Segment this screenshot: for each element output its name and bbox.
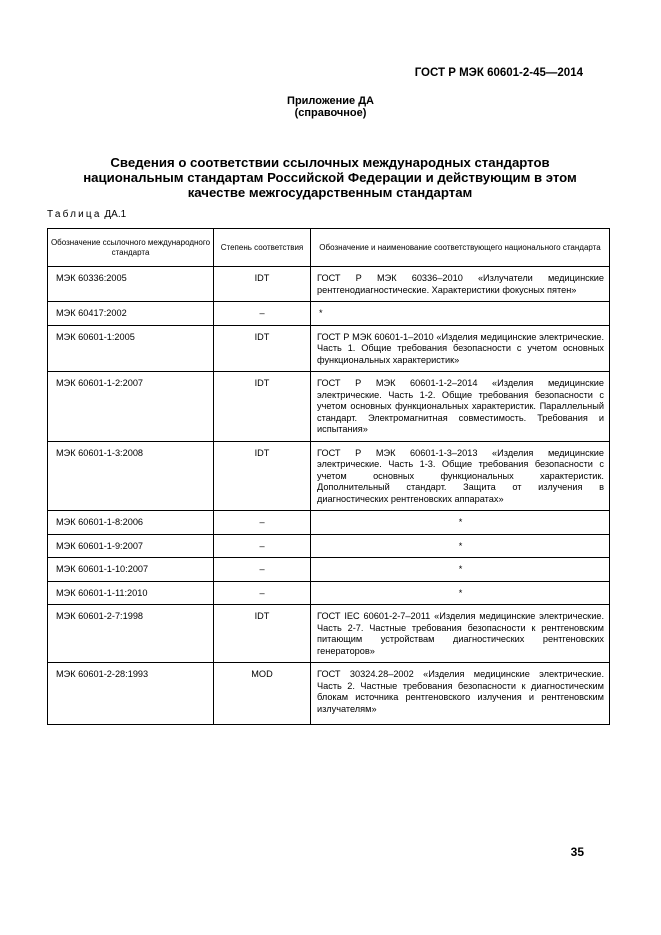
- degree-cell: IDT: [214, 372, 311, 442]
- degree-cell: IDT: [214, 605, 311, 663]
- reference-cell: МЭК 60601-1-8:2006: [48, 511, 214, 535]
- national-cell: *: [311, 581, 610, 605]
- section-title-line: Сведения о соответствии ссылочных международных стандартов: [110, 155, 550, 170]
- table-row: [48, 372, 610, 442]
- national-cell: *: [311, 302, 610, 326]
- table-row: [48, 581, 610, 605]
- appendix-heading: [0, 95, 661, 119]
- national-cell: ГОСТ Р МЭК 60601-1-3–2013 «Изделия медицинские электрические. Часть 1-3. Общие требования безопасности с учетом основных функциональных характеристик. Дополнительный стандарт. Защита от излучения в диагностических рентгеновских аппаратах»: [311, 441, 610, 511]
- national-cell: ГОСТ Р МЭК 60336–2010 «Излучатели медицинские рентгенодиагностические. Характеристики фокусных пятен»: [311, 267, 610, 302]
- table-header-row: [48, 229, 610, 267]
- national-cell: ГОСТ Р МЭК 60601-1–2010 «Изделия медицинские электрические. Часть 1. Общие требования безопасности с учетом основных функциональных характеристик»: [311, 325, 610, 372]
- degree-cell: IDT: [214, 325, 311, 372]
- table-row: [48, 325, 610, 372]
- section-title: [50, 155, 610, 200]
- appendix-title: Приложение ДА: [287, 95, 374, 107]
- table-row: [48, 302, 610, 326]
- table-row: [48, 605, 610, 663]
- table-row: [48, 267, 610, 302]
- reference-cell: МЭК 60417:2002: [48, 302, 214, 326]
- degree-cell: –: [214, 534, 311, 558]
- degree-cell: –: [214, 558, 311, 582]
- reference-cell: МЭК 60601-1-3:2008: [48, 441, 214, 511]
- table-caption: [47, 209, 126, 220]
- reference-cell: МЭК 60601-1-2:2007: [48, 372, 214, 442]
- section-title-line: качестве межгосударственным стандартам: [187, 185, 473, 200]
- table-row: [48, 663, 610, 725]
- reference-cell: МЭК 60601-1-10:2007: [48, 558, 214, 582]
- reference-cell: МЭК 60601-2-28:1993: [48, 663, 214, 725]
- section-title-line: национальным стандартам Российской Федерации и действующим в этом: [83, 170, 577, 185]
- reference-cell: МЭК 60601-1:2005: [48, 325, 214, 372]
- degree-cell: MOD: [214, 663, 311, 725]
- degree-cell: –: [214, 511, 311, 535]
- table-caption-word: Таблица: [47, 209, 102, 220]
- table-row: [48, 511, 610, 535]
- national-cell: *: [311, 511, 610, 535]
- page-number: 35: [570, 845, 584, 859]
- appendix-subtitle: (справочное): [294, 107, 367, 119]
- table-row: [48, 534, 610, 558]
- degree-cell: IDT: [214, 267, 311, 302]
- national-cell: *: [311, 558, 610, 582]
- standards-table: [47, 228, 610, 725]
- reference-cell: МЭК 60601-1-11:2010: [48, 581, 214, 605]
- degree-cell: –: [214, 581, 311, 605]
- national-cell: ГОСТ Р МЭК 60601-1-2–2014 «Изделия медицинские электрические. Часть 1-2. Общие требования безопасности с учетом основных функциональных характеристик. Параллельный стандарт. Электромагнитная совместимость. Требования и испытания»: [311, 372, 610, 442]
- national-cell: ГОСТ 30324.28–2002 «Изделия медицинские электрические. Часть 2. Частные требования безопасности к диагностическим блокам источника рентгеновского излучения и рентгеновским излучателям»: [311, 663, 610, 725]
- table-row: [48, 441, 610, 511]
- table-row: [48, 558, 610, 582]
- header-national-standard: Обозначение и наименование соответствующего национального стандарта: [311, 229, 610, 267]
- national-cell: *: [311, 534, 610, 558]
- national-cell: ГОСТ IEC 60601-2-7–2011 «Изделия медицинские электрические. Часть 2-7. Частные требования безопасности к рентгеновским питающим устройствам диагностических рентгеновских генераторов»: [311, 605, 610, 663]
- reference-cell: МЭК 60336:2005: [48, 267, 214, 302]
- reference-cell: МЭК 60601-1-9:2007: [48, 534, 214, 558]
- degree-cell: IDT: [214, 441, 311, 511]
- degree-cell: –: [214, 302, 311, 326]
- table-caption-id: ДА.1: [104, 209, 127, 220]
- header-reference-standard: Обозначение ссылочного международного стандарта: [48, 229, 214, 267]
- header-conformity-degree: Степень соответствия: [214, 229, 311, 267]
- document-code: ГОСТ Р МЭК 60601-2-45—2014: [414, 67, 583, 79]
- reference-cell: МЭК 60601-2-7:1998: [48, 605, 214, 663]
